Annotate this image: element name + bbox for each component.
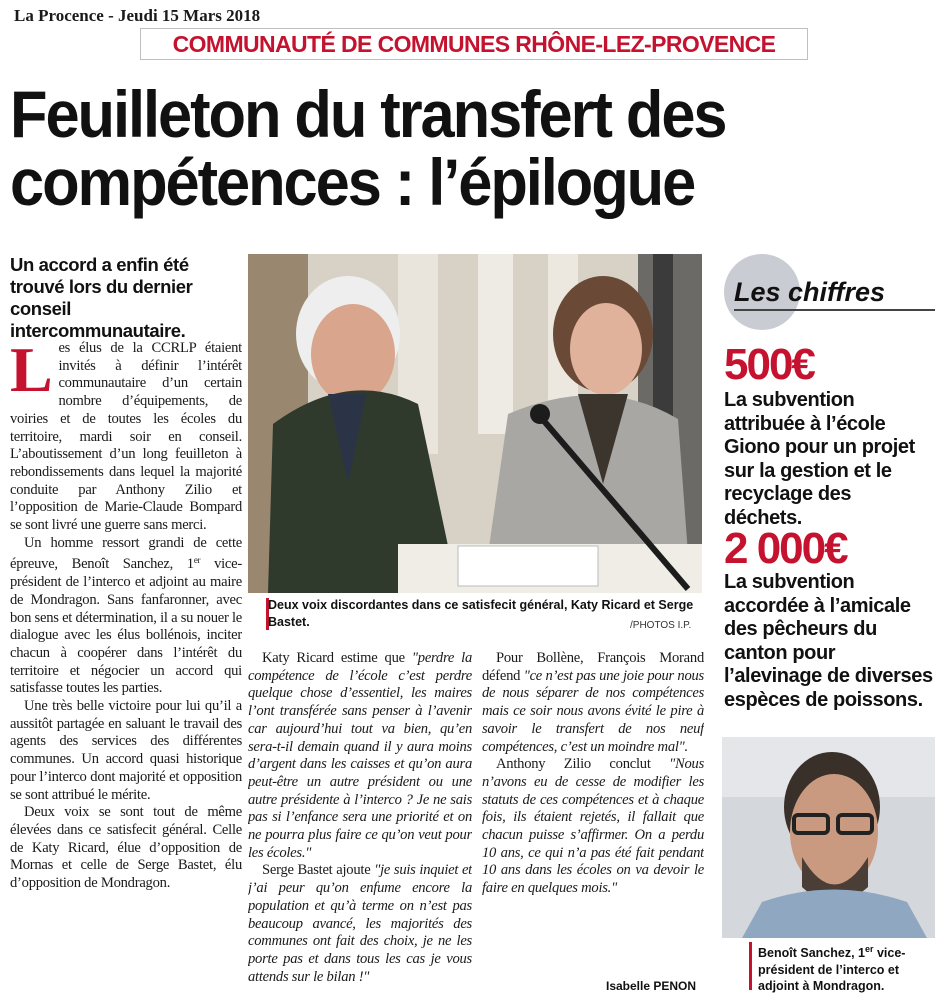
figure-500: 500€	[724, 340, 814, 389]
section-kicker: COMMUNAUTÉ DE COMMUNES RHÔNE-LEZ-PROVENCE	[140, 28, 808, 60]
main-photo-illustration	[248, 254, 702, 593]
photo-credit: /PHOTOS I.P.	[630, 620, 692, 631]
chapo: Un accord a enfin été trouvé lors du dernier conseil intercommunautaire.	[10, 254, 193, 341]
sidebar-title: Les chiffres	[734, 277, 886, 307]
portrait-caption: Benoît Sanchez, 1er vice-président de l’interco et adjoint à Mondragon.	[758, 944, 906, 993]
portrait-illustration	[722, 737, 935, 938]
main-photo	[248, 254, 702, 593]
author-signature: Isabelle PENON	[606, 979, 697, 993]
paragraph-7: Pour Bollène, François Morand défend "ce n’est pas une joie pour nous de nous séparer de nos compétences mais ce soir nous avons évité le pire à savoir le transfert de nos neuf compétences, c’est un moindre mal".	[482, 650, 704, 755]
paragraph-6: Serge Bastet ajoute "je suis inquiet et j’ai peur qu’on enfume encore la population et qu’à terme on n’est pas beaucoup avancé, les majorités des communes ont fait des choix, je ne les porte pas et dans tous les cas je vous attends sur le bilan !"	[248, 862, 472, 985]
sidebar-rule	[734, 309, 935, 311]
portrait-photo	[722, 737, 935, 938]
paragraph-4: Deux voix se sont tout de même élevées dans ce satisfecit général. Celle de Katy Ricard, élue d’opposition de Mornas et celle de Serge Bastet, élu d’opposition de Mondragon.	[10, 804, 242, 892]
article-column-3	[482, 650, 704, 998]
paragraph-8: Anthony Zilio conclut "Nous n’avons eu de cesse de modifier les statuts de ces compétences et à chaque fois, ils étaient rejetés, il fallait que chacun puisse s’affirmer. On a perdu 10 ans, ce qui n’a pas été fait pendant 10 ans dans les écoles on va devoir le faire en quelques mois."	[482, 756, 704, 897]
dateline: La Procence - Jeudi 15 Mars 2018	[14, 6, 261, 25]
headline	[10, 77, 861, 219]
portrait-caption-accent-bar	[749, 942, 752, 990]
figure-500-text: La subvention attribuée à l’école Giono pour un projet sur la gestion et le recyclage des déchets.	[724, 389, 915, 529]
paragraph-3: Une très belle victoire pour lui qu’il a aussitôt partagée en saluant le travail des agents des services des différentes communes. Un accord quasi historique pour l’interco dont majorité et opposition se sont attribué le mérite.	[10, 698, 242, 803]
headline-line-2: compétences : l’épilogue	[10, 145, 695, 219]
headline-line-1: Feuilleton du transfert des	[10, 77, 726, 151]
main-photo-caption: Deux voix discordantes dans ce satisfecit général, Katy Ricard et Serge Bastet.	[268, 598, 694, 629]
figure-2000-text: La subvention accordée à l’amicale des pêcheurs du canton pour l’alevinage de diverses espèces de poissons.	[724, 571, 933, 711]
paragraph-1: Les élus de la CCRLP étaient invités à définir l’intérêt communautaire d’un certain nombre d’équipements, de voiries et de toutes les écoles du territoire, mardi soir en conseil. L’aboutissement d’un long feuilleton à rebondissements dans lequel la majorité conduite par Anthony Zilio et l’opposition de Marie-Claude Bompard se sont livré une guerre sans merci.	[10, 340, 242, 534]
drop-cap: L	[10, 340, 53, 405]
article-column-1	[10, 340, 242, 1002]
paragraph-2: Un homme ressort grandi de cette épreuve, Benoît Sanchez, 1er vice-président de l’interco et adjoint au maire de Mondragon. Sans fanfaronner, avec bon sens et détermination, il a su nouer le dialogue avec les élus bollénois, inciter chacun à coopérer dans l’intérêt du territoire et négocier un accord qui satisfasse toutes les parties.	[10, 534, 242, 697]
article-column-2	[248, 650, 472, 1000]
paragraph-5: Katy Ricard estime que "perdre la compétence de l’école c’est perdre quelque chose d’essentiel, les maires l’ont transférée sans penser à l’avenir car aujourd’hui tout va bien, qu’en sera-t-il demain quand il y aura moins d’argent dans les caisses et qu’on aura peut-être un autre président ou une autre présidente à l’interco ? Je ne sais pas si l’enfance sera une priorité et on ne pourra plus faire ce qu’on veut pour les écoles."	[248, 650, 472, 861]
figure-2000: 2 000€	[724, 524, 847, 573]
